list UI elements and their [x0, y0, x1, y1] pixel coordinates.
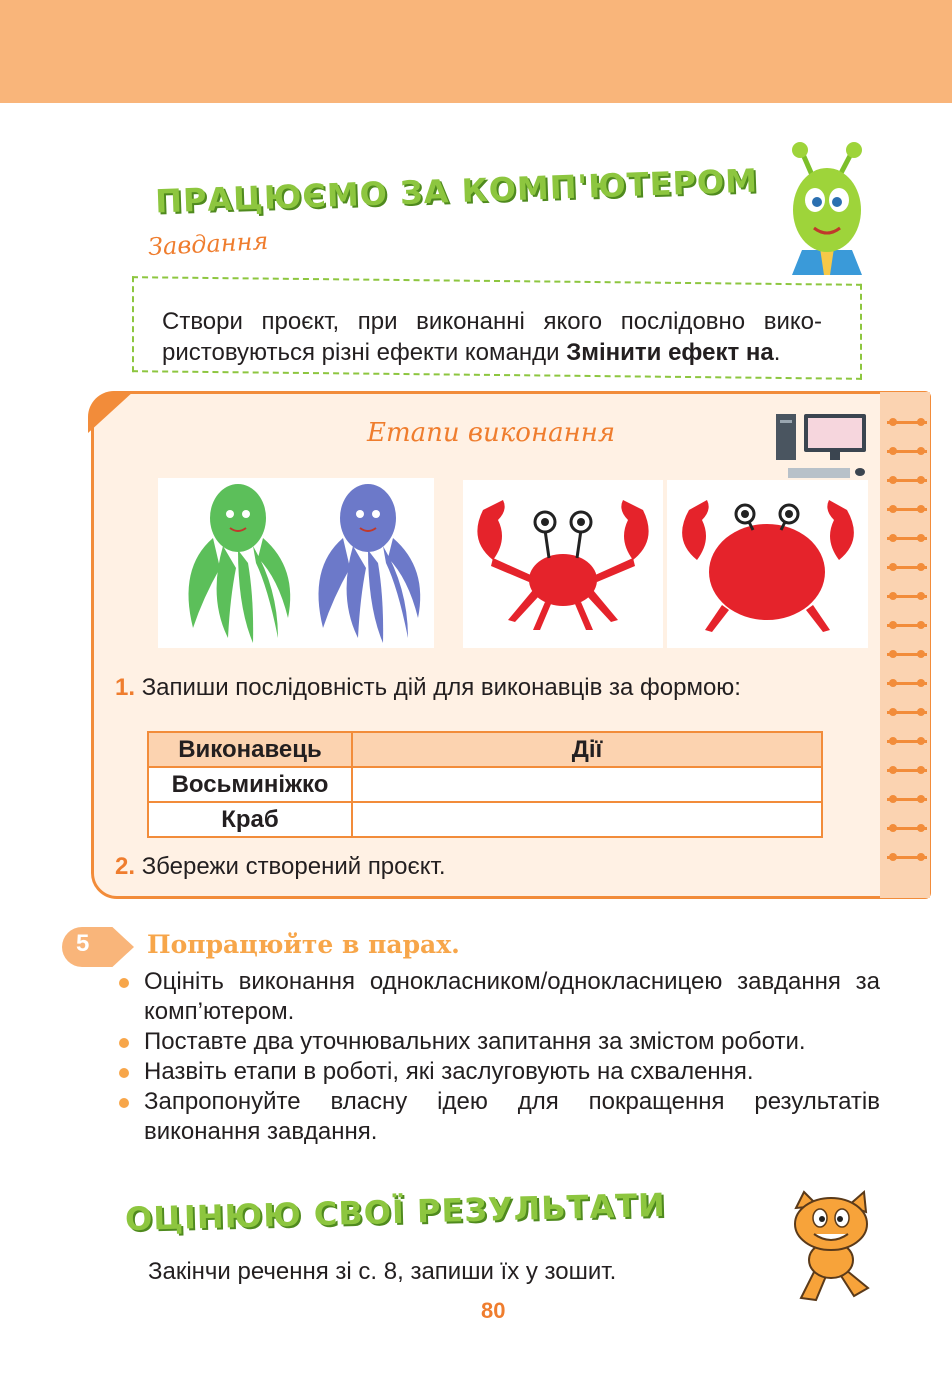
- table-row: [148, 767, 822, 802]
- crab-image: [463, 480, 663, 648]
- crab-image: [667, 480, 868, 648]
- list-item: Поставте два уточнювальних запитання за змістом роботи.: [118, 1027, 880, 1057]
- octopus-image: [158, 478, 434, 648]
- table-cell-performer: Краб: [148, 802, 352, 837]
- scratch-cat-icon: [776, 1188, 886, 1303]
- spiral-ring: [887, 650, 927, 660]
- spiral-ring: [887, 679, 927, 689]
- spiral-ring: [887, 563, 927, 573]
- computer-icon: [774, 412, 870, 484]
- table-row: [148, 802, 822, 837]
- list-item: Назвіть етапи в роботі, які заслуговують на схвалення.: [118, 1057, 880, 1087]
- spiral-ring: [887, 737, 927, 747]
- section-title-results: ОЦІНЮЮ СВОЇ РЕЗУЛЬТАТИ: [124, 1185, 667, 1239]
- column-header: Дії: [352, 732, 822, 767]
- spiral-ring: [887, 592, 927, 602]
- command-name: Змінити ефект на: [566, 339, 774, 366]
- notebook-spiral: [880, 392, 930, 898]
- spiral-ring: [887, 505, 927, 515]
- alien-mascot-icon: [782, 140, 872, 275]
- column-header: Виконавець: [148, 732, 352, 767]
- task-heading: Завдання: [147, 226, 269, 262]
- task-text: Створи проєкт, при виконанні якого послідовно вико-ристовуються різні ефекти команди Змінити ефект на.: [162, 308, 822, 366]
- section-title-work: ПРАЦЮЄМО ЗА КОМП'ЮТЕРОМ: [154, 161, 759, 221]
- exercise-number-badge: [62, 927, 134, 967]
- pair-work-list: [118, 967, 880, 1147]
- list-item: Оцініть виконання однокласником/однокласницею завдання за комп’ютером.: [118, 967, 880, 1027]
- spiral-ring: [887, 766, 927, 776]
- spiral-ring: [887, 621, 927, 631]
- spiral-ring: [887, 476, 927, 486]
- spiral-ring: [887, 824, 927, 834]
- table-cell-performer: Восьминіжко: [148, 767, 352, 802]
- header-band: [0, 0, 952, 103]
- spiral-ring: [887, 853, 927, 863]
- table-cell-actions[interactable]: [352, 802, 822, 837]
- spiral-ring: [887, 795, 927, 805]
- spiral-ring: [887, 447, 927, 457]
- pair-work-heading: Попрацюйте в парах.: [147, 930, 460, 959]
- spiral-ring: [887, 534, 927, 544]
- exercise-number: 5: [76, 930, 90, 957]
- table-header-row: [148, 732, 822, 767]
- table-cell-actions[interactable]: [352, 767, 822, 802]
- spiral-ring: [887, 418, 927, 428]
- actions-table: [147, 731, 823, 838]
- spiral-ring: [887, 708, 927, 718]
- results-text: Закінчи речення зі с. 8, запиши їх у зошит.: [148, 1258, 617, 1285]
- list-item: Запропонуйте власну ідею для покращення результатів виконання завдання.: [118, 1087, 880, 1147]
- step-1: 1. Запиши послідовність дій для виконавців за формою:: [115, 674, 741, 701]
- step-2: 2. Збережи створений проєкт.: [115, 853, 446, 880]
- stages-heading: Етапи виконання: [367, 418, 616, 448]
- page-number: 80: [481, 1298, 506, 1323]
